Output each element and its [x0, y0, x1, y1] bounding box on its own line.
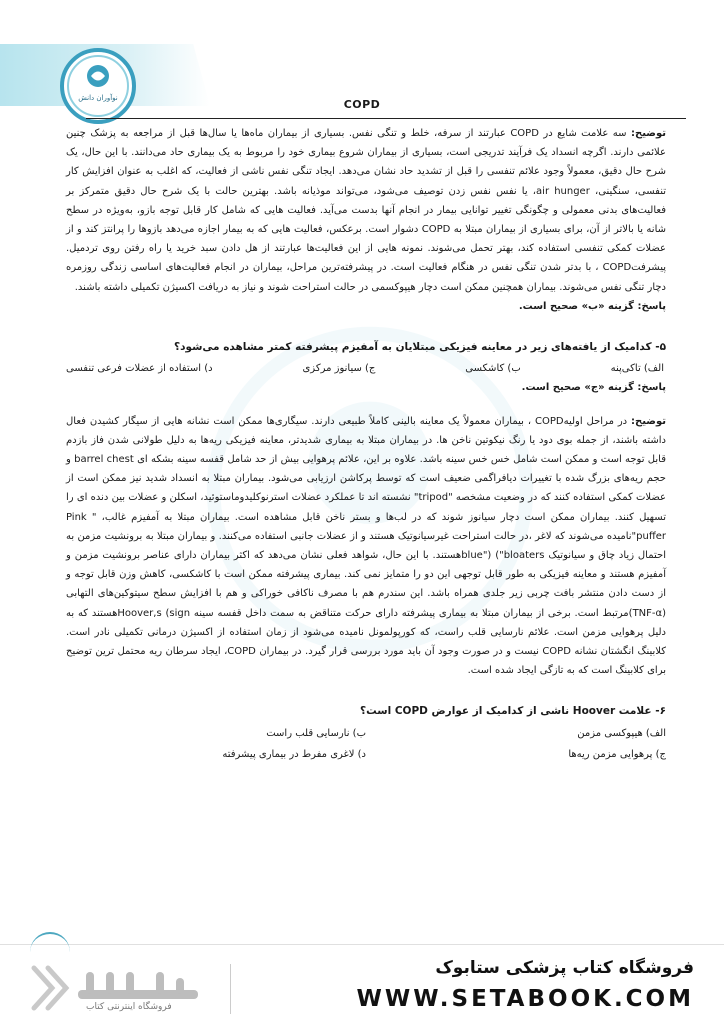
option-c: ج) سیانوز مرکزی [302, 363, 376, 375]
footer-rule [0, 944, 724, 945]
explanation-text: در مراحل اولیهCOPD ، بیماران معمولاً یک معاینه بالینی کاملاً طبیعی دارند. سیگاری‌ها ممکن است نشانه هایی از سیگار کشیدن فعال داشته باشند، از جمله بوی دود یا رنگ نیکوتین ناخن ها. در بیماران مبتلا به بیماری شدیدتر، معاینه فیزیکی ریه‌ها به دلیل طولانی شدن فاز بازدم قابل توجه است و ممکن است شامل خس خس سینه باشد. علاوه بر این، علائم پرهوایی بیش از حد شامل قفسه سینه بشکه ای barrel chest و حجم ریه‌های بزرگ شده با تغییرات دیافراگمی ضعیف است که توسط پرکاشن ارزیابی می‌شود. بیماران مبتلا به انسداد شدید نیز ممکن است از عضلات کمکی استفاده کنند که در وضعیت مشخصه "tripod" نشسته اند تا عملکرد عضلات استرنوکلیدوماستوئید، اسکلن و عضلات بین دنده ای را تسهیل کنند. بیماران ممکن است دچار سیانوز شوند که در لب‌ها و بستر ناخن قابل مشاهده است. بیماران مبتلا به آمفیزم غالب، " Pink puffer"نامیده می‌شوند که لاغر ،در حالت استراحت غیرسیانوتیک هستند و از عضلات جانبی استفاده می‌کنند. و بیماران مبتلا به برونشیت مزمن به احتمال زیاد چاق و سیانوتیک blue") ("bloatersهستند. با این حال، شواهد فعلی نشان می‌دهد که اکثر بیماران دارای عناصر برونشیت مزمن و آمفیزم هستند و معاینه فیزیکی به طور قابل توجهی این دو را متمایز نمی کند. بیماری پیشرفته ممکن است با کاشکسی، کاهش وزن قابل توجه و از دست دادن منتشر بافت چربی زیر جلدی همراه باشد. این سندرم هم با مصرف ناکافی خوراکی و هم با افزایش سطح سیتوکین‌های التهابی (TNF-α)مرتبط است. برخی از بیماران مبتلا به بیماری پیشرفته دارای حرکت متناقض به سمت داخل قفسه سینه Hoover,s (signهستند که به دلیل پرهوایی مزمن است. علائم نارسایی قلب راست، که کورپولمونل نامیده می‌شود از زمان استفاده از اکسیژن درمانی تکمیلی نادر است. کلابینگ انگشتان نشانه COPD نیست و در صورت وجود آن باید مورد بررسی قرار گیرد. در بیماران COPD، ایجاد سرطان ریه محتمل ترین توضیح برای کلابینگ است که به تازگی ایجاد شده است. [66, 415, 667, 677]
option-c: ج) پرهوایی مزمن ریه‌ها [568, 748, 666, 760]
answer-5: پاسخ: گزینه «ج» صحیح است. [521, 382, 666, 394]
explanation-text: سه علامت شایع در COPD عبارتند از سرفه، خلط و تنگی نفس. بسیاری از بیماران ماه‌ها یا سال‌ها قبل از مراجعه به پزشک چنین علائمی دارند. اگرچه انسداد یک فرآیند تدریجی است، بسیاری از بیماران شروع بیماری خود را مربوط به یک بیماری حاد می‌دانند. با این حال، یک شرح حال دقیق، معمولاً وجود علائم تنفسی را قبل از تشدید حاد نشان می‌دهد. ایجاد تنگی نفس ناشی از فعالیت، که اغلب به عنوان افزایش کار تنفسی، سنگینی، air hunger، یا نفس نفس زدن توصیف می‌شود، می‌تواند موذیانه باشد. بهترین حالت با یک شرح حال دقیق متمرکز بر فعالیت‌های بدنی معمولی و چگونگی تغییر توانایی بیمار در انجام آنها بدست می‌آید. فعالیت هایی که شامل کار قابل توجه بازو، به‌ویژه در سطح شانه یا بالاتر از آن، برای بسیاری از بیماران مبتلا به COPD دشوار است. برعکس، فعالیت هایی که به بیمار اجازه می‌دهد بازوها را پرانتز کند و از عضلات کمکی تنفسی استفاده کند، بهتر تحمل می‌شوند. نمونه هایی از این فعالیت‌ها عبارتند از هل دادن سبد خرید یا راه رفتن روی تردمیل. پیشرفتCOPD ، با بدتر شدن تنگی نفس در هنگام فعالیت است. در پیشرفته‌ترین مراحل، بیماران در انجام فعالیت‌های اساسی زندگی روزمره دچار تنگی نفس می‌شوند. بیماران همچنین ممکن است دچار هیپوکسمی در حالت استراحت شوند و نیاز به دریافت اکسیژن تکمیلی داشته باشند. [66, 128, 666, 293]
option-a: الف) هیپوکسی مزمن [577, 727, 666, 739]
publisher-logo [58, 46, 138, 126]
logo-text: نوآوران دانش [78, 94, 118, 102]
explanation-2 [66, 412, 666, 681]
question-6-options [66, 724, 666, 764]
answer-4: پاسخ: گزینه «ب» صحیح است. [518, 300, 666, 312]
header-rule [86, 118, 686, 119]
question-6: ۶- علامت Hoover ناشی از کدامیک از عوارض COPD است؟ [360, 705, 666, 718]
footer-divider [230, 964, 231, 1014]
content [66, 124, 666, 764]
option-b: ب) نارسایی قلب راست [266, 727, 366, 739]
footer-arc [30, 932, 70, 954]
page-title: COPD [343, 98, 381, 111]
option-d: د) استفاده از عضلات فرعی تنفسی [66, 363, 213, 375]
option-a: الف) تاکی‌پنه [610, 363, 664, 375]
explanation-label: توضیح: [631, 128, 666, 139]
question-5-options [66, 359, 666, 378]
option-b: ب) کاشکسی [465, 363, 521, 375]
store-url[interactable]: WWW.SETABOOK.COM [356, 986, 694, 1012]
store-name: فروشگاه کتاب پزشکی ستابوک [435, 958, 694, 978]
option-d: د) لاغری مفرط در بیماری پیشرفته [222, 748, 366, 760]
question-5: ۵- کدامیک از یافته‌های زیر در معاینه فیزیکی مبتلایان به آمفیزم پیشرفته کمتر مشاهده می‌شود؟ [174, 341, 666, 354]
logo-subtitle: فروشگاه اینترنتی کتاب [86, 1002, 172, 1012]
spacer [66, 398, 666, 412]
explanation-label: توضیح: [631, 415, 666, 427]
explanation-1 [66, 124, 666, 297]
